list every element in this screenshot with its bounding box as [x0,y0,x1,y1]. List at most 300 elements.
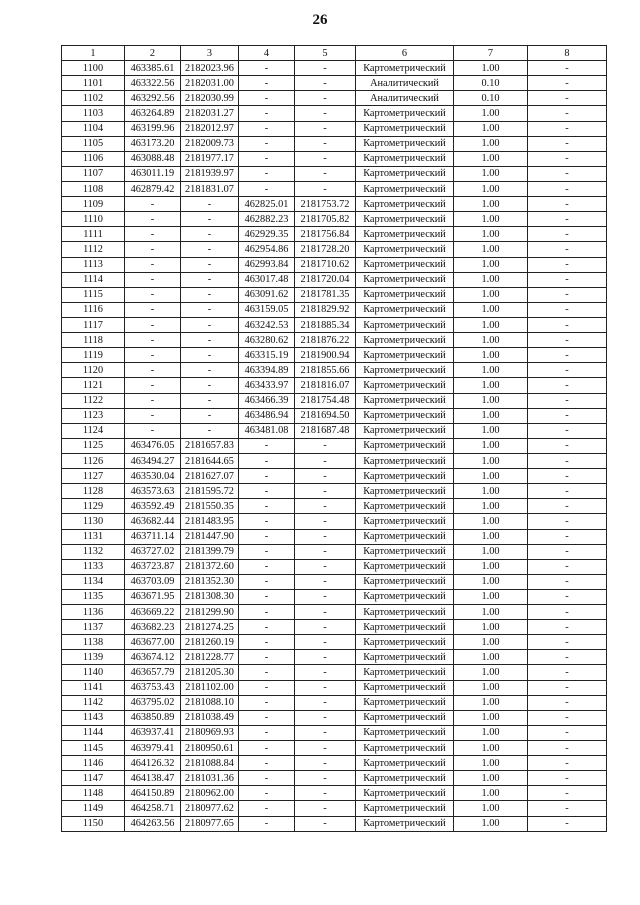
table-cell: 1144 [62,725,125,740]
table-cell: - [528,710,607,725]
table-cell: - [295,544,356,559]
table-cell: - [181,378,239,393]
table-cell: 463850.89 [125,710,181,725]
table-cell: 1.00 [454,771,528,786]
table-cell: 1.00 [454,469,528,484]
table-cell: Картометрический [356,484,454,499]
table-cell: 1.00 [454,106,528,121]
table-cell: 1140 [62,665,125,680]
table-cell: - [295,620,356,635]
table-cell: - [528,393,607,408]
table-cell: 464138.47 [125,771,181,786]
table-row [62,272,607,287]
table-cell: 1.00 [454,529,528,544]
table-cell: 2180950.61 [181,741,239,756]
table-cell: - [295,181,356,196]
table-cell: 1.00 [454,801,528,816]
table-cell: 1.00 [454,786,528,801]
table-row [62,469,607,484]
table-cell: 2182023.96 [181,61,239,76]
table-cell: - [528,771,607,786]
table-cell: 2181228.77 [181,650,239,665]
column-header: 3 [181,46,239,61]
table-cell: 462882.23 [239,212,295,227]
table-cell: 2181274.25 [181,620,239,635]
table-cell: 1106 [62,151,125,166]
table-cell: 2181753.72 [295,197,356,212]
table-row [62,529,607,544]
table-cell: 2181939.97 [181,166,239,181]
table-cell: 1.00 [454,680,528,695]
table-cell: 1.00 [454,181,528,196]
table-cell: 1.00 [454,665,528,680]
table-cell: 2181900.94 [295,348,356,363]
table-cell: 1107 [62,166,125,181]
table-cell: 1108 [62,181,125,196]
table-cell: - [528,106,607,121]
table-cell: - [295,91,356,106]
table-cell: Картометрический [356,242,454,257]
table-cell: - [528,574,607,589]
table-cell: - [528,302,607,317]
table-cell: Картометрический [356,710,454,725]
table-cell: - [528,469,607,484]
table-cell: Картометрический [356,635,454,650]
table-cell: 2181855.66 [295,363,356,378]
table-cell: - [295,559,356,574]
table-cell: 1.00 [454,287,528,302]
table-cell: 1103 [62,106,125,121]
table-cell: - [239,801,295,816]
table-cell: 1148 [62,786,125,801]
table-cell: - [181,257,239,272]
table-cell: 1.00 [454,166,528,181]
table-cell: 1149 [62,801,125,816]
table-cell: - [528,272,607,287]
table-cell: 463476.05 [125,438,181,453]
table-row [62,589,607,604]
table-cell: - [528,453,607,468]
table-cell: - [181,348,239,363]
table-cell: Аналитический [356,76,454,91]
table-cell: 1.00 [454,620,528,635]
table-cell: - [528,408,607,423]
table-cell: Картометрический [356,181,454,196]
table-cell: 1127 [62,469,125,484]
table-cell: - [125,242,181,257]
table-cell: Картометрический [356,650,454,665]
table-cell: 1100 [62,61,125,76]
table-row [62,136,607,151]
table-cell: - [295,136,356,151]
table-cell: 1.00 [454,333,528,348]
table-cell: 1.00 [454,453,528,468]
table-cell: 1111 [62,227,125,242]
table-cell: - [528,605,607,620]
table-cell: 1143 [62,710,125,725]
table-cell: 1146 [62,756,125,771]
table-cell: Картометрический [356,741,454,756]
table-cell: 463173.20 [125,136,181,151]
table-cell: - [295,710,356,725]
table-cell: Картометрический [356,197,454,212]
table-cell: 1.00 [454,635,528,650]
table-cell: 1145 [62,741,125,756]
table-cell: 2182009.73 [181,136,239,151]
table-cell: 1.00 [454,695,528,710]
table-cell: - [181,302,239,317]
table-cell: Картометрический [356,469,454,484]
table-row [62,574,607,589]
table-cell: - [295,605,356,620]
table-cell: - [125,333,181,348]
table-cell: 1134 [62,574,125,589]
table-cell: - [239,544,295,559]
table-cell: 463703.09 [125,574,181,589]
table-cell: - [239,574,295,589]
table-cell: 2181550.35 [181,499,239,514]
table-cell: - [239,605,295,620]
table-cell: Картометрический [356,786,454,801]
table-cell: - [125,423,181,438]
table-cell: 463280.62 [239,333,295,348]
table-cell: 2180977.65 [181,816,239,831]
table-cell: - [528,635,607,650]
table-cell: 463199.96 [125,121,181,136]
table-cell: - [528,756,607,771]
table-cell: - [295,438,356,453]
table-cell: 1126 [62,453,125,468]
table-cell: 2182031.00 [181,76,239,91]
table-cell: - [528,287,607,302]
table-cell: 1142 [62,695,125,710]
table-cell: 1.00 [454,710,528,725]
table-cell: 2181816.07 [295,378,356,393]
table-cell: 462929.35 [239,227,295,242]
table-cell: - [528,333,607,348]
table-row [62,801,607,816]
table-cell: - [295,801,356,816]
table-cell: - [295,499,356,514]
table-cell: - [528,559,607,574]
table-cell: 463682.44 [125,514,181,529]
table-row [62,741,607,756]
table-cell: 463592.49 [125,499,181,514]
table-cell: Картометрический [356,756,454,771]
table-cell: 1.00 [454,756,528,771]
table-cell: - [181,197,239,212]
column-header: 8 [528,46,607,61]
table-cell: 2181705.82 [295,212,356,227]
table-cell: Картометрический [356,333,454,348]
table-cell: Картометрический [356,559,454,574]
table-cell: - [239,181,295,196]
table-cell: - [239,514,295,529]
table-cell: 1124 [62,423,125,438]
table-cell: 463674.12 [125,650,181,665]
table-row [62,650,607,665]
table-cell: - [125,363,181,378]
table-cell: - [181,363,239,378]
table-cell: 463481.08 [239,423,295,438]
table-cell: - [528,816,607,831]
table-row [62,121,607,136]
table-cell: - [181,333,239,348]
table-cell: 464150.89 [125,786,181,801]
table-cell: 463657.79 [125,665,181,680]
table-cell: Картометрический [356,348,454,363]
table-cell: 463385.61 [125,61,181,76]
table-cell: - [528,680,607,695]
table-cell: 2181031.36 [181,771,239,786]
table-cell: - [528,620,607,635]
table-cell: 2181754.48 [295,393,356,408]
table-cell: - [295,756,356,771]
table-cell: - [239,665,295,680]
table-header-row [62,46,607,61]
table-row [62,453,607,468]
table-cell: 1.00 [454,393,528,408]
table-row [62,166,607,181]
table-cell: 2181372.60 [181,559,239,574]
table-cell: - [528,76,607,91]
table-cell: 2181352.30 [181,574,239,589]
table-cell: 1138 [62,635,125,650]
table-row [62,197,607,212]
table-cell: - [528,242,607,257]
table-cell: 2181977.17 [181,151,239,166]
table-row [62,756,607,771]
table-cell: 2181205.30 [181,665,239,680]
table-row [62,635,607,650]
table-cell: - [239,725,295,740]
table-row [62,559,607,574]
table-cell: Картометрический [356,589,454,604]
table-cell: 463315.19 [239,348,295,363]
table-cell: - [239,453,295,468]
table-cell: - [528,544,607,559]
table-cell: 2181644.65 [181,453,239,468]
table-cell: Аналитический [356,91,454,106]
table-cell: Картометрический [356,212,454,227]
table-cell: - [239,741,295,756]
table-cell: 1119 [62,348,125,363]
table-cell: 463669.22 [125,605,181,620]
table-cell: Картометрический [356,408,454,423]
table-cell: - [295,469,356,484]
table-cell: - [528,348,607,363]
table-cell: - [125,317,181,332]
table-cell: - [295,484,356,499]
table-cell: 2182030.99 [181,91,239,106]
table-cell: 1147 [62,771,125,786]
table-row [62,438,607,453]
table-cell: - [181,242,239,257]
table-cell: Картометрический [356,393,454,408]
table-cell: Картометрический [356,61,454,76]
table-cell: Картометрический [356,423,454,438]
table-cell: - [239,438,295,453]
table-cell: 1121 [62,378,125,393]
table-row [62,257,607,272]
table-cell: - [125,378,181,393]
table-cell: 463322.56 [125,76,181,91]
table-row [62,544,607,559]
table-cell: - [528,438,607,453]
table-cell: 1.00 [454,136,528,151]
table-cell: 2180969.93 [181,725,239,740]
table-cell: 1129 [62,499,125,514]
table-cell: 2181595.72 [181,484,239,499]
table-cell: 1114 [62,272,125,287]
table-cell: 1.00 [454,574,528,589]
table-cell: 1112 [62,242,125,257]
table-row [62,695,607,710]
table-row [62,378,607,393]
table-cell: 1.00 [454,348,528,363]
table-cell: 463088.48 [125,151,181,166]
table-cell: 2181831.07 [181,181,239,196]
table-cell: 463937.41 [125,725,181,740]
column-header: 7 [454,46,528,61]
table-cell: - [125,393,181,408]
table-row [62,665,607,680]
table-cell: - [239,680,295,695]
table-cell: 1.00 [454,212,528,227]
table-cell: 1.00 [454,816,528,831]
table-cell: - [295,680,356,695]
table-row [62,363,607,378]
table-cell: 1120 [62,363,125,378]
table-row [62,816,607,831]
table-row [62,151,607,166]
table-cell: - [181,227,239,242]
table-cell: - [181,408,239,423]
table-cell: 464126.32 [125,756,181,771]
table-row [62,484,607,499]
table-cell: 463494.27 [125,453,181,468]
table-cell: - [528,378,607,393]
table-cell: 1.00 [454,650,528,665]
table-cell: 2182031.27 [181,106,239,121]
table-row [62,106,607,121]
table-cell: 1.00 [454,725,528,740]
table-cell: 1.00 [454,272,528,287]
table-cell: 1131 [62,529,125,544]
table-row [62,408,607,423]
table-cell: 1117 [62,317,125,332]
table-row [62,393,607,408]
table-cell: - [295,76,356,91]
table-cell: 2181756.84 [295,227,356,242]
table-cell: 2181299.90 [181,605,239,620]
table-cell: - [239,756,295,771]
table-cell: 1.00 [454,589,528,604]
table-cell: 463573.63 [125,484,181,499]
table-row [62,605,607,620]
table-cell: 2180977.62 [181,801,239,816]
table-cell: Картометрический [356,136,454,151]
table-cell: 2181687.48 [295,423,356,438]
table-cell: 463433.97 [239,378,295,393]
coordinates-table [61,45,607,832]
table-row [62,348,607,363]
table-cell: - [295,61,356,76]
table-cell: - [295,151,356,166]
table-cell: 1130 [62,514,125,529]
table-cell: 2181447.90 [181,529,239,544]
table-cell: 462825.01 [239,197,295,212]
table-cell: 2181829.92 [295,302,356,317]
page-number: 26 [312,12,328,28]
table-cell: - [125,272,181,287]
table-cell: - [181,317,239,332]
table-cell: 2181885.34 [295,317,356,332]
table-cell: 2181088.10 [181,695,239,710]
table-cell: - [239,650,295,665]
table-cell: 2181876.22 [295,333,356,348]
table-cell: - [528,484,607,499]
table-cell: - [295,771,356,786]
table-cell: 1133 [62,559,125,574]
table-cell: - [528,166,607,181]
table-cell: 463979.41 [125,741,181,756]
table-cell: 2181308.30 [181,589,239,604]
table-cell: - [239,121,295,136]
table-cell: 1137 [62,620,125,635]
table-cell: - [528,725,607,740]
table-cell: 1123 [62,408,125,423]
table-cell: 464263.56 [125,816,181,831]
table-row [62,680,607,695]
table-cell: - [125,257,181,272]
table-row [62,514,607,529]
table-cell: 462879.42 [125,181,181,196]
table-cell: 1.00 [454,484,528,499]
table-cell: 462993.84 [239,257,295,272]
table-cell: - [528,499,607,514]
table-cell: - [528,181,607,196]
table-cell: - [295,121,356,136]
table-cell: - [295,725,356,740]
table-cell: - [295,166,356,181]
table-cell: - [239,499,295,514]
table-cell: 2181728.20 [295,242,356,257]
table-cell: - [125,348,181,363]
table-cell: 464258.71 [125,801,181,816]
table-cell: - [295,786,356,801]
table-cell: - [239,786,295,801]
table-cell: Картометрический [356,453,454,468]
table-row [62,242,607,257]
table-cell: Картометрический [356,771,454,786]
table-cell: 463753.43 [125,680,181,695]
table-cell: - [295,665,356,680]
table-cell: 2181720.04 [295,272,356,287]
table-cell: 1.00 [454,317,528,332]
table-cell: - [295,574,356,589]
table-cell: Картометрический [356,302,454,317]
table-cell: Картометрический [356,574,454,589]
table-cell: 1136 [62,605,125,620]
table-cell: Картометрический [356,499,454,514]
table-cell: 1141 [62,680,125,695]
table-cell: - [295,635,356,650]
table-cell: - [528,801,607,816]
table-cell: Картометрический [356,801,454,816]
table-cell: - [239,61,295,76]
table-cell: 1.00 [454,363,528,378]
